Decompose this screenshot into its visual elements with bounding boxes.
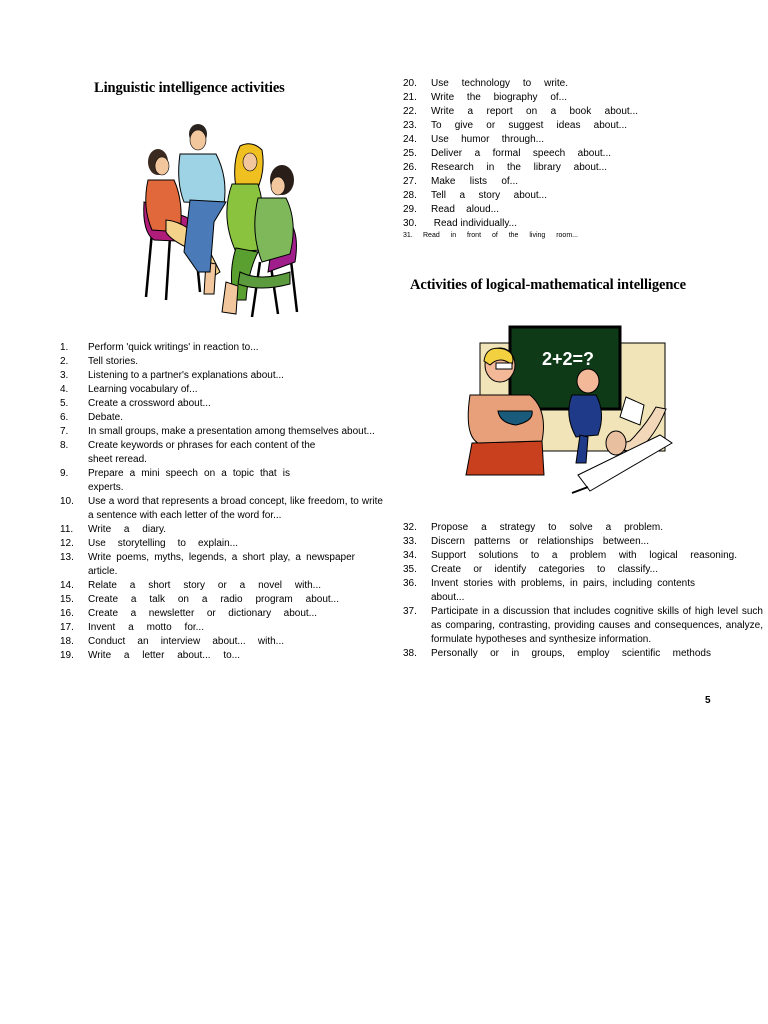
- linguistic-heading: Linguistic intelligence activities: [94, 80, 285, 96]
- list-item: 32. Propose a strategy to solve a problem.: [403, 522, 663, 533]
- list-item: 13. Write poems, myths, legends, a short play, a newspaper article.: [60, 552, 355, 577]
- list-item: 35. Create or identify categories to classify...: [403, 564, 658, 575]
- blackboard-text: 2+2=?: [542, 349, 595, 369]
- list-item: 21. Write the biography of...: [403, 92, 567, 103]
- list-item: 16. Create a newsletter or dictionary about...: [60, 608, 317, 619]
- list-item: 18. Conduct an interview about... with...: [60, 636, 284, 647]
- linguistic-activities-list-continued: [403, 77, 638, 241]
- list-item: 25. Deliver a formal speech about...: [403, 148, 611, 159]
- list-item: 24. Use humor through...: [403, 134, 544, 145]
- people-talking-illustration: [140, 122, 305, 320]
- list-item: 11. Write a diary.: [60, 524, 166, 535]
- list-item: 33. Discern patterns or relationships between...: [403, 536, 649, 547]
- logical-heading: Activities of logical-mathematical intelligence: [410, 277, 686, 293]
- list-item: 28. Tell a story about...: [403, 190, 547, 201]
- list-item: 27. Make lists of...: [403, 176, 518, 187]
- logical-activities-list: [403, 521, 763, 661]
- page-number: 5: [705, 695, 711, 706]
- list-item: 12. Use storytelling to explain...: [60, 538, 238, 549]
- list-item: 6. Debate.: [60, 412, 124, 423]
- list-item: 3. Listening to a partner's explanations about...: [60, 370, 284, 381]
- list-item: 20. Use technology to write.: [403, 78, 568, 89]
- list-item: 36. Invent stories with problems, in pairs, including contents about...: [403, 578, 695, 603]
- list-item: 22. Write a report on a book about...: [403, 106, 638, 117]
- list-item: 7. In small groups, make a presentation among themselves about...: [60, 426, 375, 437]
- list-item: 8. Create keywords or phrases for each content of the sheet reread.: [60, 440, 316, 465]
- blackboard-math-illustration: [460, 325, 675, 495]
- linguistic-activities-list: [60, 341, 383, 663]
- list-item: 37. Participate in a discussion that includes cognitive skills of high level such as comparing, contrasting, providing causes and consequences, analyze, formulate hypotheses and synthesize information.: [403, 606, 763, 645]
- list-item: 5. Create a crossword about...: [60, 398, 211, 409]
- list-item: 30. Read individually...: [403, 218, 517, 229]
- list-item: 1. Perform 'quick writings' in reaction to...: [60, 342, 259, 353]
- list-item: 9. Prepare a mini speech on a topic that is experts.: [60, 468, 290, 493]
- list-item: 29. Read aloud...: [403, 204, 499, 215]
- list-item: 31. Read in front of the living room...: [403, 232, 578, 239]
- list-item: 15. Create a talk on a radio program about...: [60, 594, 339, 605]
- list-item: 2. Tell stories.: [60, 356, 139, 367]
- list-item: 4. Learning vocabulary of...: [60, 384, 198, 395]
- list-item: 26. Research in the library about...: [403, 162, 607, 173]
- list-item: 17. Invent a motto for...: [60, 622, 204, 633]
- list-item: 23. To give or suggest ideas about...: [403, 120, 627, 131]
- list-item: 34. Support solutions to a problem with logical reasoning.: [403, 550, 737, 561]
- list-item: 10. Use a word that represents a broad concept, like freedom, to write a sentence with each letter of the word for...: [60, 496, 383, 521]
- list-item: 19. Write a letter about... to...: [60, 650, 240, 661]
- list-item: 14. Relate a short story or a novel with...: [60, 580, 321, 591]
- list-item: 38. Personally or in groups, employ scientific methods: [403, 648, 711, 659]
